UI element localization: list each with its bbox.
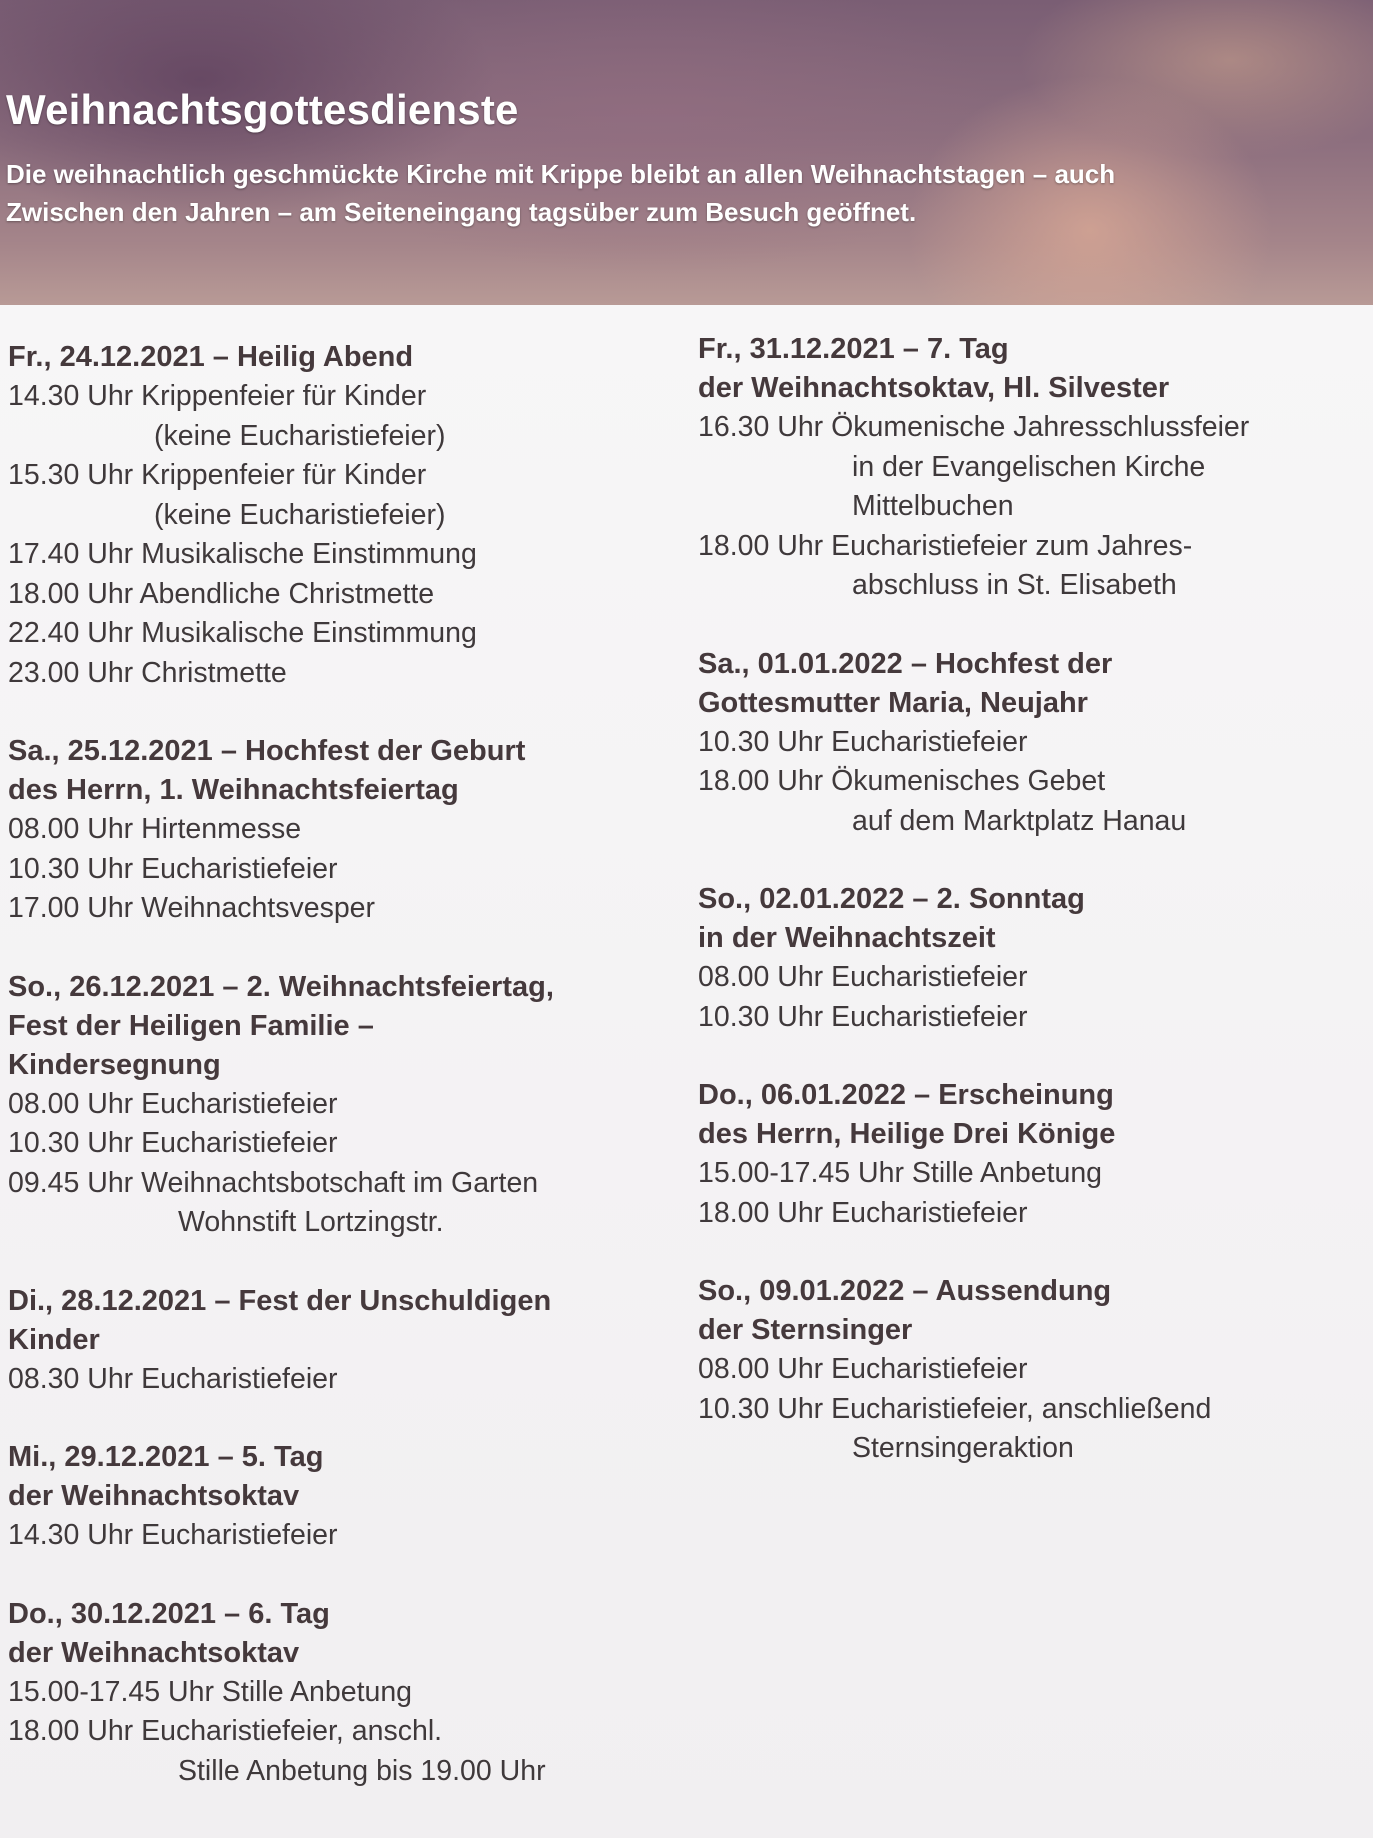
schedule-left-column: [8, 338, 668, 1830]
service-day-2021-12-25: [8, 732, 668, 929]
service-line: 08.00 Uhr Eucharistiefeier: [698, 1353, 1028, 1385]
service-line: 15.00-17.45 Uhr Stille Anbetung: [8, 1675, 413, 1708]
service-day-2021-12-31: [698, 330, 1368, 606]
service-note: Mittelbuchen: [852, 490, 1014, 522]
service-line: 08.00 Uhr Eucharistiefeier: [698, 961, 1028, 993]
day-heading: der Weihnachtsoktav: [8, 1480, 300, 1512]
day-heading: Gottesmutter Maria, Neujahr: [698, 686, 1088, 719]
service-line: 22.40 Uhr Musikalische Einstimmung: [8, 617, 477, 649]
service-day-2021-12-24: [8, 338, 668, 693]
day-heading: So., 26.12.2021 – 2. Weihnachtsfeiertag,: [8, 970, 554, 1003]
day-heading: des Herrn, Heilige Drei Könige: [698, 1118, 1116, 1150]
service-day-2022-01-06: [698, 1076, 1368, 1233]
service-line: 23.00 Uhr Christmette: [8, 656, 287, 689]
day-heading: Fr., 24.12.2021 – Heilig Abend: [8, 341, 414, 373]
service-note: (keine Eucharistiefeier): [154, 419, 446, 452]
day-heading: Di., 28.12.2021 – Fest der Unschuldigen: [8, 1284, 552, 1317]
day-heading: Sa., 01.01.2022 – Hochfest der: [698, 647, 1113, 680]
service-line: 09.45 Uhr Weihnachtsbotschaft im Garten: [8, 1166, 539, 1199]
service-line: 16.30 Uhr Ökumenische Jahresschlussfeier: [698, 411, 1250, 443]
service-line: 08.00 Uhr Eucharistiefeier: [8, 1087, 338, 1120]
day-heading: Kinder: [8, 1323, 100, 1356]
service-line: 08.30 Uhr Eucharistiefeier: [8, 1362, 338, 1395]
service-note: Sternsingeraktion: [852, 1432, 1074, 1464]
day-heading: in der Weihnachtszeit: [698, 922, 996, 954]
day-heading: des Herrn, 1. Weihnachtsfeiertag: [8, 774, 459, 806]
service-day-2022-01-02: [698, 880, 1368, 1037]
day-heading: der Sternsinger: [698, 1314, 913, 1346]
service-day-2021-12-30: [8, 1595, 668, 1792]
service-line: 10.30 Uhr Eucharistiefeier: [8, 1127, 338, 1159]
schedule-right-column: [698, 330, 1368, 1508]
day-heading: So., 02.01.2022 – 2. Sonntag: [698, 883, 1085, 915]
day-heading: der Weihnachtsoktav, Hl. Silvester: [698, 372, 1170, 404]
service-line: 10.30 Uhr Eucharistiefeier: [8, 852, 338, 885]
service-line: 14.30 Uhr Krippenfeier für Kinder: [8, 380, 427, 412]
service-line: 15.00-17.45 Uhr Stille Anbetung: [698, 1157, 1103, 1189]
service-note: in der Evangelischen Kirche: [852, 450, 1206, 483]
day-heading: Fr., 31.12.2021 – 7. Tag: [698, 333, 1009, 365]
service-line: 18.00 Uhr Ökumenisches Gebet: [698, 765, 1106, 797]
service-day-2022-01-01: [698, 645, 1368, 842]
service-day-2021-12-28: [8, 1282, 668, 1400]
service-note: auf dem Marktplatz Hanau: [852, 804, 1187, 837]
service-line: 10.30 Uhr Eucharistiefeier: [698, 1000, 1028, 1033]
service-day-2021-12-29: [8, 1438, 668, 1556]
page-title: Weihnachtsgottesdienste: [6, 86, 519, 133]
service-line: 18.00 Uhr Eucharistiefeier: [698, 1196, 1028, 1229]
service-note: Stille Anbetung bis 19.00 Uhr: [178, 1754, 546, 1787]
service-line: 15.30 Uhr Krippenfeier für Kinder: [8, 459, 427, 491]
service-line: 17.40 Uhr Musikalische Einstimmung: [8, 538, 477, 570]
service-line: 18.00 Uhr Eucharistiefeier, anschl.: [8, 1715, 443, 1747]
header-banner: [0, 0, 1373, 305]
day-heading: Kindersegnung: [8, 1048, 221, 1081]
service-note: Wohnstift Lortzingstr.: [178, 1206, 444, 1238]
day-heading: Fest der Heiligen Familie –: [8, 1009, 374, 1042]
service-note: (keine Eucharistiefeier): [154, 498, 446, 531]
service-day-2022-01-09: [698, 1272, 1368, 1469]
day-heading: Do., 06.01.2022 – Erscheinung: [698, 1079, 1114, 1111]
service-line: 10.30 Uhr Eucharistiefeier, anschließend: [698, 1392, 1212, 1425]
service-line: 08.00 Uhr Hirtenmesse: [8, 813, 302, 845]
service-line: 14.30 Uhr Eucharistiefeier: [8, 1519, 338, 1551]
service-line: 18.00 Uhr Eucharistiefeier zum Jahres-: [698, 529, 1193, 562]
day-heading: Sa., 25.12.2021 – Hochfest der Geburt: [8, 735, 526, 767]
service-note: abschluss in St. Elisabeth: [852, 569, 1177, 601]
day-heading: Do., 30.12.2021 – 6. Tag: [8, 1597, 330, 1630]
service-day-2021-12-26: [8, 968, 668, 1243]
day-heading: der Weihnachtsoktav: [8, 1636, 300, 1669]
day-heading: Mi., 29.12.2021 – 5. Tag: [8, 1441, 324, 1473]
service-line: 17.00 Uhr Weihnachtsvesper: [8, 892, 376, 924]
service-line: 18.00 Uhr Abendliche Christmette: [8, 577, 435, 610]
day-heading: So., 09.01.2022 – Aussendung: [698, 1275, 1112, 1307]
service-line: 10.30 Uhr Eucharistiefeier: [698, 725, 1028, 758]
intro-text: Die weihnachtlich geschmückte Kirche mit Krippe bleibt an allen Weihnachtstagen – auch Zwischen den Jahren – am Seiteneingang tagsüber zum Besuch geöffnet.: [6, 159, 1116, 227]
